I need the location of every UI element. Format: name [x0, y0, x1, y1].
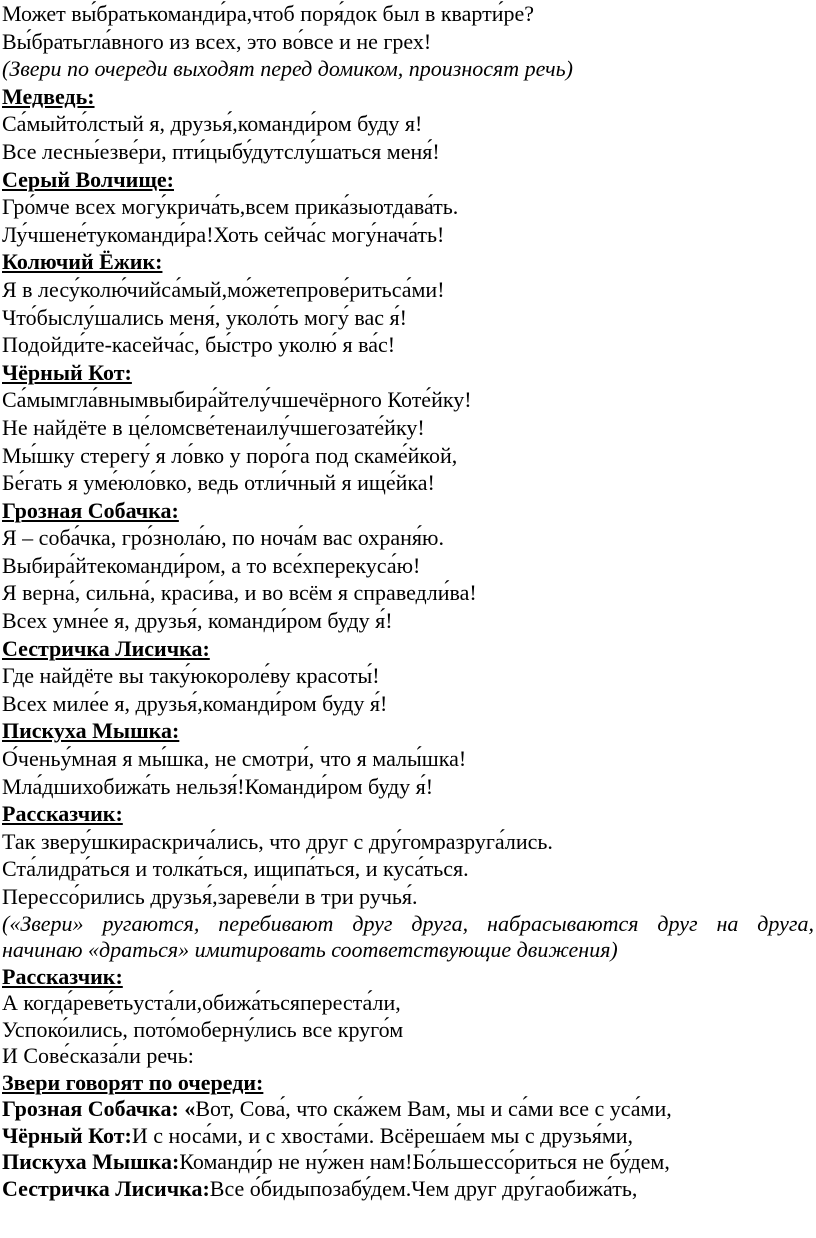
speech-text: Все о́бидыпозабу́дем.Чем друг дру́гаобижа́ть,	[209, 1175, 638, 1201]
verse-line: Я в лесу́колю́чийса́мый,мо́жетепрове́ритьса́ми!	[2, 276, 445, 302]
verse-line: Так зверу́шкираскрича́лись, что друг с дру́гомразруга́лись.	[2, 828, 553, 854]
verse-line: Я верна́, сильна́, краси́ва, и во всём я справедли́ва!	[2, 580, 477, 606]
character-heading: Колючий Ёжик:	[2, 249, 163, 275]
character-heading: Рассказчик:	[2, 963, 123, 989]
speech-text: Вот, Сова́, что ска́жем Вам, мы и са́ми все с уса́ми,	[195, 1096, 672, 1122]
verse-line: Ста́лидра́ться и толка́ться, ищипа́ться, и куса́ться.	[2, 856, 469, 882]
verse-line: Я – соба́чка, гро́знола́ю, по ноча́м вас охраня́ю.	[2, 525, 444, 551]
verse-line: Может вы́братькоманди́ра,чтоб поря́док был в кварти́ре?	[2, 1, 535, 26]
speech-line	[2, 1123, 814, 1150]
speech-text: Команди́р не ну́жен нам!Бо́льшессо́риться не бу́дем,	[179, 1149, 670, 1175]
stage-direction: начинаю «драться» имитировать соответствующие движения)	[2, 937, 618, 963]
character-heading: Медведь:	[2, 83, 95, 109]
speech-line	[2, 1149, 814, 1176]
verse-line: О́ченьу́мная я мы́шка, не смотри́, что я малы́шка!	[2, 746, 467, 772]
speech-line	[2, 1176, 814, 1203]
verse-line: Мы́шку стерегу́ я ло́вко у поро́га под скаме́йкой,	[2, 442, 458, 468]
character-heading: Сестричка Лисичка:	[2, 635, 210, 661]
verse-line: Выбира́йтекоманди́ром, а то все́хперекуса́ю!	[2, 552, 421, 578]
speaker-name: Сестричка Лисичка:	[2, 1175, 210, 1201]
speaker-name: Чёрный Кот:	[2, 1122, 132, 1148]
speaker-name: Пискуха Мышка:	[2, 1149, 180, 1175]
verse-line: Подойди́те-касейча́с, бы́стро уколю́ я ва́с!	[2, 332, 396, 358]
speech-line	[2, 1096, 814, 1123]
verse-line: Не найдёте в це́ломсве́тенаилу́чшегозате́йку!	[2, 414, 425, 440]
verse-line: Бе́гать я уме́юло́вко, ведь отли́чный я ище́йка!	[2, 470, 435, 496]
verse-line: Где найдёте вы таку́юкороле́ву красоты́!	[2, 663, 380, 689]
verse-line: Успоко́ились, пото́моберну́лись все круго́м	[2, 1016, 404, 1042]
verse-line: Мла́дшихобижа́ть нельзя́!Команди́ром буду я́!	[2, 773, 434, 799]
verse-line: Что́быслу́шались меня́, уколо́ть могу́ вас я́!	[2, 304, 408, 330]
character-heading: Звери говорят по очереди:	[2, 1069, 264, 1095]
verse-line: Са́мыйто́лстый я, друзья́,команди́ром буду я!	[2, 111, 423, 137]
verse-line: И Сове́сказа́ли речь:	[2, 1043, 194, 1069]
verse-line: Перессо́рились друзья́,зареве́ли в три ручья́.	[2, 884, 418, 909]
character-heading: Грозная Собачка:	[2, 497, 179, 523]
character-heading: Пискуха Мышка:	[2, 718, 180, 744]
verse-line: А когда́реве́тьуста́ли,обижа́тьсяпереста́ли,	[2, 990, 401, 1016]
verse-line: Са́мымгла́внымвыбира́йтелу́чшечёрного Коте́йку!	[2, 387, 472, 413]
character-heading: Чёрный Кот:	[2, 359, 132, 385]
verse-line: Все лесны́езве́ри, пти́цыбу́дутслу́шаться меня́!	[2, 138, 440, 164]
character-heading: Серый Волчище:	[2, 166, 174, 192]
verse-line: Гро́мче всех могу́крича́ть,всем прика́зыотдава́ть.	[2, 194, 459, 220]
verse-line: Вы́братьгла́вного из всех, это во́все и не грех!	[2, 28, 432, 54]
character-heading: Рассказчик:	[2, 801, 123, 827]
verse-line: Всех умне́е я, друзья́, команди́ром буду я́!	[2, 608, 393, 634]
stage-direction: (Звери по очереди выходят перед домиком, произносят речь)	[2, 56, 573, 82]
stage-direction: («Звери» ругаются, перебивают друг друга, набрасываются друг на друга,	[2, 910, 814, 936]
speaker-name: Грозная Собачка: «	[2, 1096, 196, 1122]
verse-line: Лу́чшене́тукоманди́ра!Хоть сейча́с могу́нача́ть!	[2, 221, 445, 247]
speech-text: И с носа́ми, и с хвоста́ми. Всёреша́ем мы с друзья́ми,	[131, 1122, 634, 1148]
verse-line: Всех миле́е я, друзья́,команди́ром буду я́!	[2, 690, 388, 716]
